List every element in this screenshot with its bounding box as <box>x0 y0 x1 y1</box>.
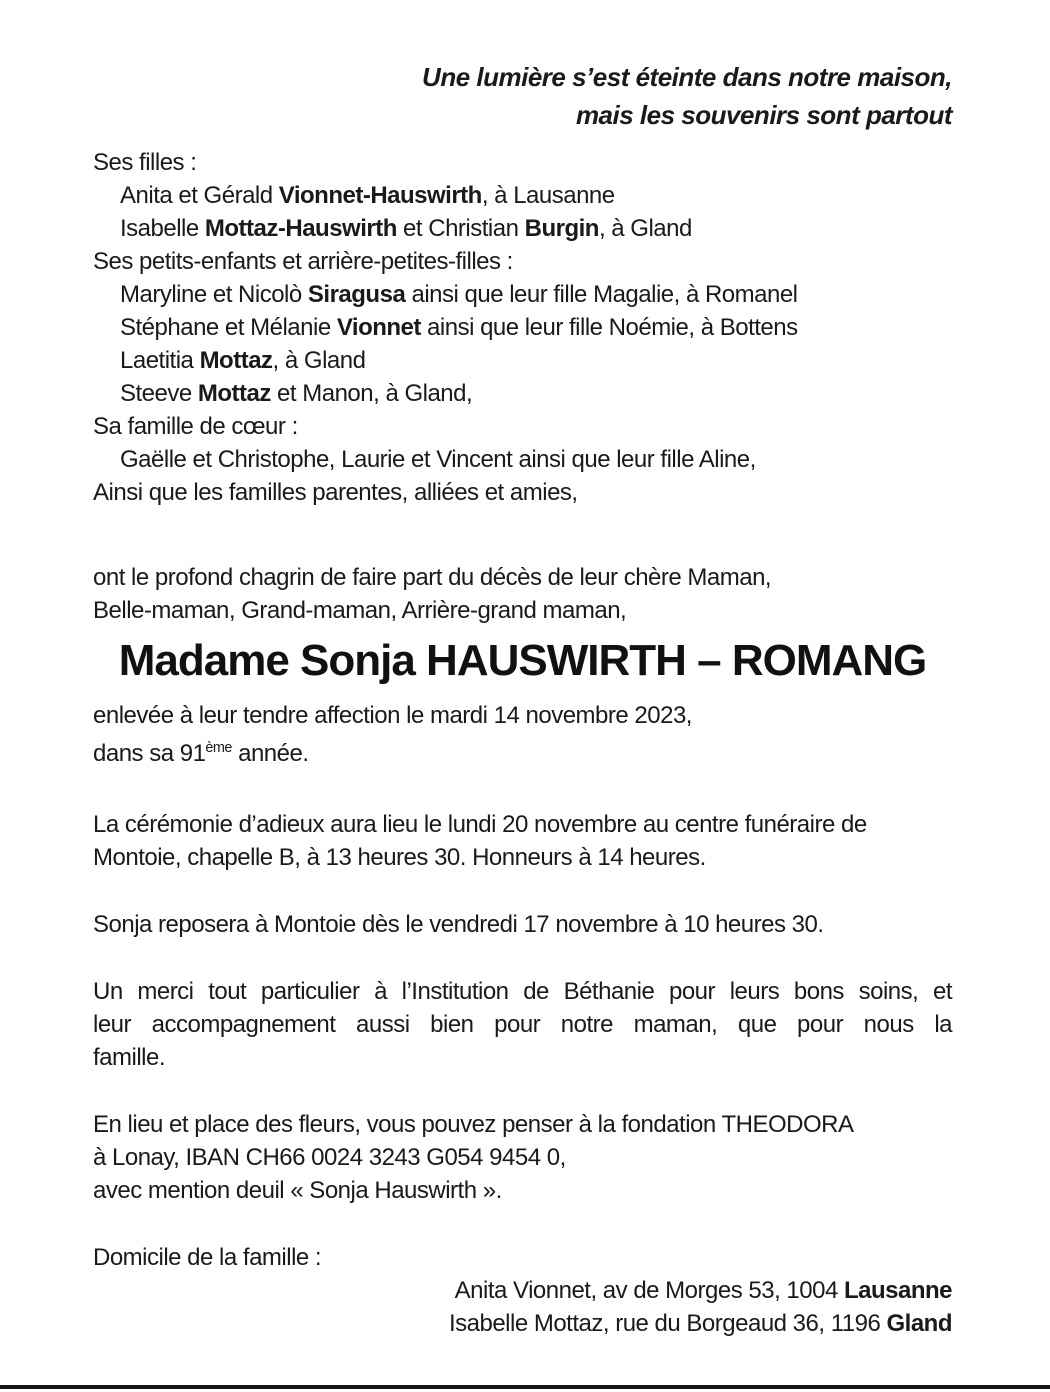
ceremony-paragraph <box>93 808 952 874</box>
address-line: Anita Vionnet, av de Morges 53, 1004 Lausanne <box>454 1277 952 1304</box>
epigraph-line: mais les souvenirs sont partout <box>575 100 952 130</box>
epigraph-line: Une lumière s’est éteinte dans notre maison, <box>422 62 952 92</box>
family-line: Ses filles : <box>93 149 197 176</box>
donation-line: En lieu et place des fleurs, vous pouvez penser à la fondation THEODORA <box>93 1111 854 1138</box>
announcement-line: ont le profond chagrin de faire part du décès de leur chère Maman, <box>93 564 772 591</box>
family-line: Laetitia Mottaz, à Gland <box>120 347 366 374</box>
thanks-line: leur accompagnement aussi bien pour notre maman, que pour nous la <box>93 1011 952 1038</box>
epigraph-quote <box>93 58 952 134</box>
family-line: Gaëlle et Christophe, Laurie et Vincent ainsi que leur fille Aline, <box>120 446 756 473</box>
family-list <box>93 146 952 509</box>
death-age-line: dans sa 91ème année. <box>93 740 309 767</box>
death-date-line: enlevée à leur tendre affection le mardi 14 novembre 2023, <box>93 702 692 729</box>
donation-line: à Lonay, IBAN CH66 0024 3243 G054 9454 0, <box>93 1144 566 1171</box>
death-info <box>93 699 952 770</box>
ceremony-line: Montoie, chapelle B, à 13 heures 30. Honneurs à 14 heures. <box>93 844 706 871</box>
ceremony-line: La cérémonie d’adieux aura lieu le lundi 20 novembre au centre funéraire de <box>93 811 867 838</box>
family-line: Ainsi que les familles parentes, alliées et amies, <box>93 479 578 506</box>
family-line: Stéphane et Mélanie Vionnet ainsi que leur fille Noémie, à Bottens <box>120 314 798 341</box>
donation-paragraph <box>93 1108 952 1207</box>
repose-paragraph: Sonja reposera à Montoie dès le vendredi 17 novembre à 10 heures 30. <box>93 911 824 938</box>
thanks-line: famille. <box>93 1044 166 1071</box>
announcement-line: Belle-maman, Grand-maman, Arrière-grand maman, <box>93 597 627 624</box>
family-line: Isabelle Mottaz-Hauswirth et Christian Burgin, à Gland <box>120 215 692 242</box>
deceased-name-title: Madame Sonja HAUSWIRTH – ROMANG <box>118 636 927 685</box>
family-line: Ses petits-enfants et arrière-petites-filles : <box>93 248 513 275</box>
announcement-paragraph <box>93 561 952 627</box>
family-line: Anita et Gérald Vionnet-Hauswirth, à Lausanne <box>120 182 615 209</box>
family-line: Sa famille de cœur : <box>93 413 298 440</box>
donation-line: avec mention deuil « Sonja Hauswirth ». <box>93 1177 502 1204</box>
scan-bottom-edge-line <box>0 1385 1050 1389</box>
address-line: Isabelle Mottaz, rue du Borgeaud 36, 1196 Gland <box>448 1310 952 1337</box>
family-line: Steeve Mottaz et Manon, à Gland, <box>120 380 473 407</box>
address-list <box>93 1274 952 1340</box>
thanks-paragraph <box>93 975 952 1074</box>
domicile-label: Domicile de la famille : <box>93 1244 322 1271</box>
thanks-line: Un merci tout particulier à l’Institution de Béthanie pour leurs bons soins, et <box>93 978 952 1005</box>
family-line: Maryline et Nicolò Siragusa ainsi que leur fille Magalie, à Romanel <box>120 281 798 308</box>
